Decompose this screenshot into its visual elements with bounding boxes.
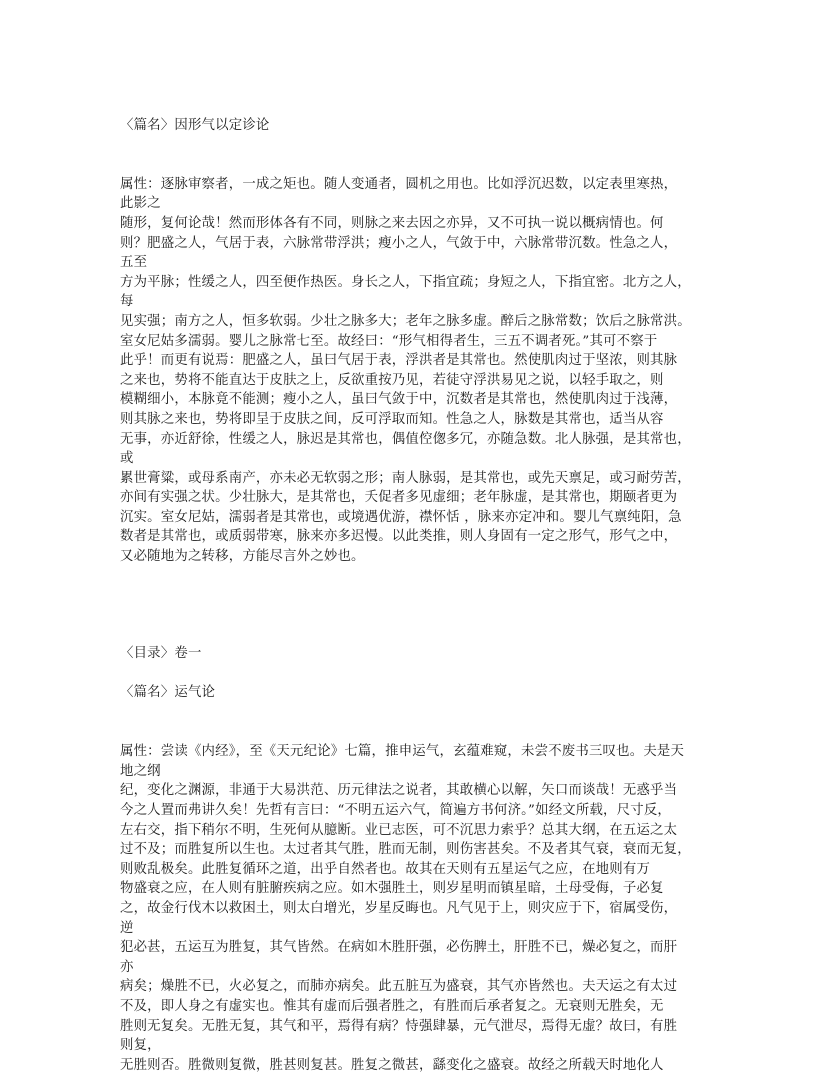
section-title: 〈篇名〉运气论 <box>120 685 216 701</box>
section-title: 〈篇名〉因形气以定诊论 <box>120 118 270 133</box>
text-line: 此乎！而更有说焉：肥盛之人，虽曰气居于表，浮洪者是其常也。然使肌肉过于坚浓，则其脉 <box>120 353 678 369</box>
text-line: 之，故金行伐木以救困土，则太白增光，岁星反晦也。凡气见于上，则灾应于下，宿属受伤， <box>120 900 678 916</box>
text-line: 左右交，指下稍尔不明，生死何从臆断。业已志医，可不沉思力索乎？总其大纲，在五运之太 <box>120 822 678 838</box>
text-line: 则复， <box>120 1038 161 1054</box>
text-line: 五至 <box>120 255 148 271</box>
catalog-label: 〈目录〉卷一 <box>120 646 202 662</box>
text-line: 病矣；燥胜不已，火必复之，而肺亦病矣。此五脏互为盛衰，其气亦皆然也。夫天运之有太过 <box>120 979 678 995</box>
text-line: 每 <box>120 294 134 310</box>
text-line: 随形，复何论哉！然而形体各有不同，则脉之来去因之亦异，又不可执一说以概病情也。何 <box>120 215 664 231</box>
text-line: 犯必甚，五运互为胜复，其气皆然。在病如木胜肝强，必伤脾土，肝胜不已，燥必复之，而肝 <box>120 940 678 956</box>
text-line: 物盛衰之应，在人则有脏腑疾病之应。如木强胜土，则岁星明而镇星暗，土母受侮，子必复 <box>120 881 664 897</box>
text-line: 则？肥盛之人，气居于表，六脉常带浮洪；瘦小之人，气敛于中，六脉常带沉数。性急之人， <box>120 235 678 251</box>
text-line: 地之纲 <box>120 763 161 779</box>
text-line: 胜则无复矣。无胜无复，其气和平，焉得有病？恃强肆暴，元气泄尽，焉得无虚？故曰，有胜 <box>120 1018 678 1034</box>
text-line: 此影之 <box>120 196 161 212</box>
text-line: 累世膏粱，或母系南产，亦未必无软弱之形；南人脉弱，是其常也，或先天禀足，或习耐劳苦， <box>120 470 691 486</box>
text-line: 方为平脉；性缓之人，四至便作热医。身长之人，下指宜疏；身短之人，下指宜密。北方之人， <box>120 274 691 290</box>
text-line: 模糊细小，本脉竟不能测；瘦小之人，虽曰气敛于中，沉数者是其常也，然使肌肉过于浅薄， <box>120 392 678 408</box>
text-line: 逆 <box>120 920 134 936</box>
text-line: 无胜则否。胜微则复微，胜甚则复甚。胜复之微甚，繇变化之盛衰。故经之所载天时地化人 <box>120 1057 664 1073</box>
text-line: 亦间有实强之状。少壮脉大，是其常也，夭促者多见虚细；老年脉虚，是其常也，期颐者更为 <box>120 490 678 506</box>
text-line: 属性：逐脉审察者，一成之矩也。随人变通者，圆机之用也。比如浮沉迟数，以定表里寒热， <box>120 176 678 192</box>
section-body <box>120 175 700 567</box>
text-line: 沉实。室女尼姑，濡弱者是其常也，或境遇优游，襟怀恬 ，脉来亦定冲和。婴儿气禀纯阳，急 <box>120 509 682 525</box>
text-line: 室女尼姑多濡弱。婴儿之脉常七至。故经曰：“形气相得者生，三五不调者死。”其可不察于 <box>120 333 658 349</box>
text-line: 见实强；南方之人，恒多软弱。少壮之脉多大；老年之脉多虚。醉后之脉常数；饮后之脉常洪。 <box>120 313 691 329</box>
text-line: 之来也，势将不能直达于皮肤之上，反欲重按乃见，若徒守浮洪易见之说，以轻手取之，则 <box>120 372 664 388</box>
text-line: 纪，变化之渊源，非通于大易洪范、历元律法之说者，其敢横心以解，矢口而谈哉！无惑乎当 <box>120 783 678 799</box>
text-line: 或 <box>120 451 134 467</box>
text-line: 不及，即人身之有虚实也。惟其有虚而后强者胜之，有胜而后承者复之。无衰则无胜矣，无 <box>120 998 664 1014</box>
text-line: 数者是其常也，或质弱带寒，脉来亦多迟慢。以此类推，则人身固有一定之形气，形气之中， <box>120 529 678 545</box>
text-line: 属性：尝读《内经》，至《天元纪论》七篇，推申运气，玄蕴难窥，未尝不废书三叹也。夫是天 <box>120 744 685 760</box>
text-line: 今之人置而弗讲久矣！先哲有言曰：“不明五运六气，简遍方书何济。”如经文所载，尺寸反， <box>120 803 672 818</box>
text-line: 亦 <box>120 959 134 975</box>
section-body <box>120 742 700 1075</box>
text-line: 无事，亦近舒徐，性缓之人，脉迟是其常也，偶值倥偬多冗，亦随急数。北人脉强，是其常也， <box>120 431 691 447</box>
text-line: 则败乱极矣。此胜复循环之道，出乎自然者也。故其在天则有五星运气之应，在地则有万 <box>120 861 651 877</box>
document-page <box>120 116 700 1075</box>
text-line: 过不及；而胜复所以生也。太过者其气胜，胜而无制，则伤害甚矣。不及者其气衰，衰而无复， <box>120 842 691 858</box>
text-line: 又必随地为之转移，方能尽言外之妙也。 <box>120 549 365 565</box>
text-line: 则其脉之来也，势将即呈于皮肤之间，反可浮取而知。性急之人，脉数是其常也，适当从容 <box>120 411 664 427</box>
